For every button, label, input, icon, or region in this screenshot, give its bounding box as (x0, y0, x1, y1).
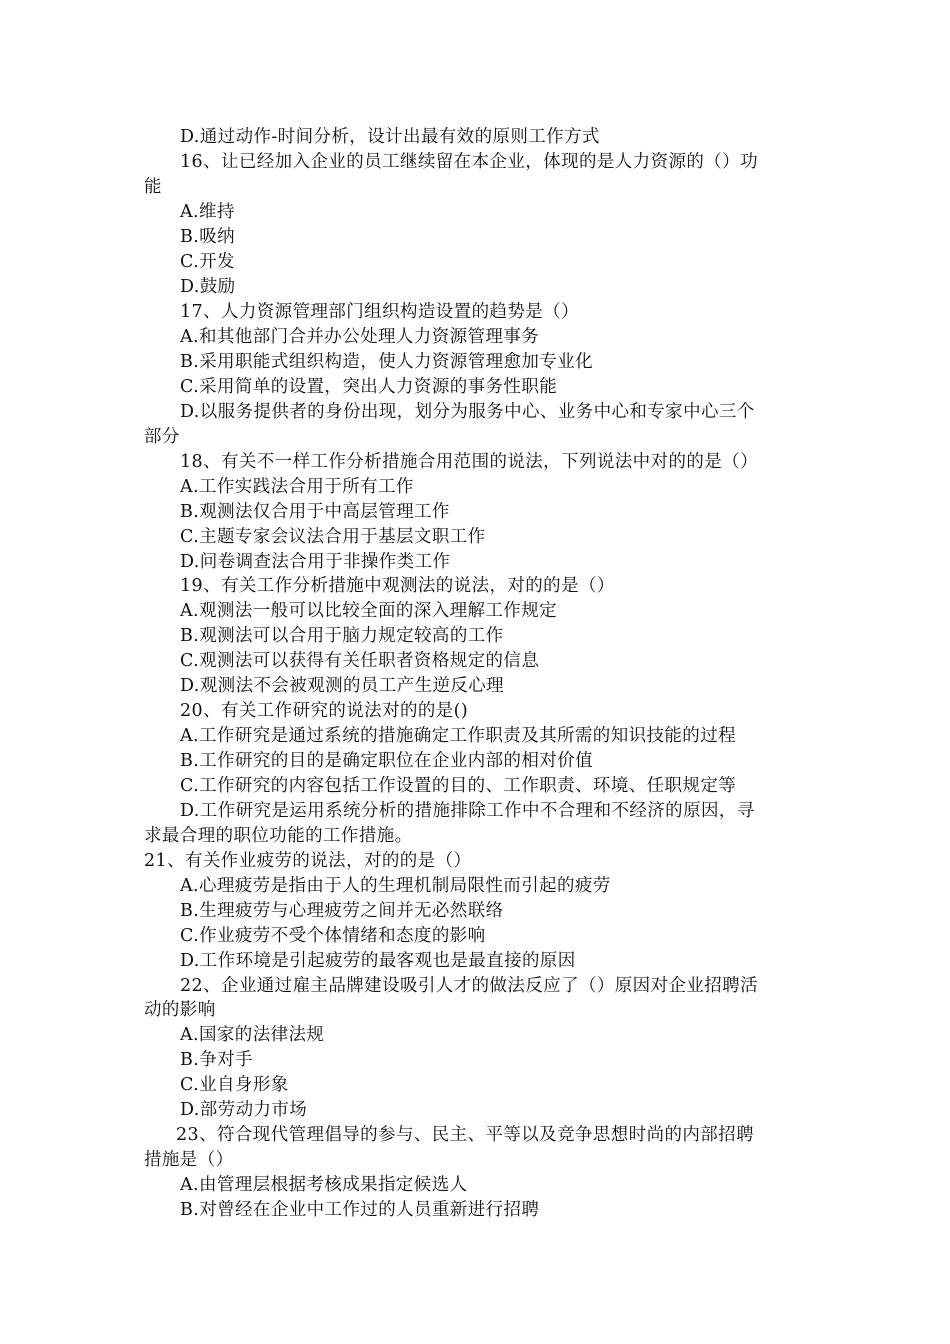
option-c-line: C.开发 (180, 252, 235, 272)
option-c-line: C.主题专家会议法合用于基层文职工作 (180, 527, 486, 547)
option-a-line: A.观测法一般可以比较全面的深入理解工作规定 (180, 601, 557, 621)
option-a-line: A.国家的法律法规 (180, 1025, 325, 1045)
option-c-line: C.工作研究的内容包括工作设置的目的、工作职责、环境、任职规定等 (180, 776, 737, 796)
option-a-line: A.工作实践法合用于所有工作 (180, 477, 414, 497)
option-c-line: C.观测法可以获得有关任职者资格规定的信息 (180, 651, 540, 671)
option-a-line: A.和其他部门合并办公处理人力资源管理事务 (180, 327, 540, 347)
option-a-line: A.由管理层根据考核成果指定候选人 (180, 1175, 468, 1195)
option-b-line: B.工作研究的目的是确定职位在企业内部的相对价值 (180, 751, 594, 771)
question-22-continuation: 动的影响 (144, 1000, 216, 1020)
option-d-line: D.鼓励 (180, 277, 236, 297)
option-b-line: B.吸纳 (180, 227, 236, 247)
option-d-line: D.工作环境是引起疲劳的最客观也是最直接的原因 (180, 951, 576, 971)
option-d-continuation: 求最合理的职位功能的工作措施。 (144, 826, 413, 846)
question-22-line: 22、企业通过雇主品牌建设吸引人才的做法反应了（）原因对企业招聘活 (180, 976, 758, 996)
question-17-line: 17、人力资源管理部门组织构造设置的趋势是（） (180, 302, 579, 322)
option-b-line: B.采用职能式组织构造，使人力资源管理愈加专业化 (180, 352, 594, 372)
option-b-line: B.对曾经在企业中工作过的人员重新进行招聘 (180, 1200, 540, 1220)
option-a-line: A.心理疲劳是指由于人的生理机制局限性而引起的疲劳 (180, 876, 611, 896)
question-16-continuation: 能 (144, 177, 162, 197)
option-a-line: A.维持 (180, 202, 235, 222)
option-b-line: B.观测法可以合用于脑力规定较高的工作 (180, 626, 504, 646)
option-d-line: D.观测法不会被观测的员工产生逆反心理 (180, 676, 505, 696)
option-a-line: A.工作研究是通过系统的措施确定工作职责及其所需的知识技能的过程 (180, 726, 736, 746)
question-21-line: 21、有关作业疲劳的说法，对的的是（） (144, 851, 472, 871)
option-c-line: C.业自身形象 (180, 1075, 289, 1095)
question-20-line: 20、有关工作研究的说法对的的是() (180, 701, 469, 721)
option-d-line: D.通过动作-时间分析，设计出最有效的原则工作方式 (180, 127, 600, 147)
option-d-continuation: 部分 (144, 427, 180, 447)
option-b-line: B.生理疲劳与心理疲劳之间并无必然联络 (180, 901, 504, 921)
question-23-line: 23、符合现代管理倡导的参与、民主、平等以及竞争思想时尚的内部招聘 (176, 1125, 754, 1145)
question-16-line: 16、让已经加入企业的员工继续留在本企业，体现的是人力资源的（）功 (180, 152, 758, 172)
option-d-line: D.部劳动力市场 (180, 1100, 308, 1120)
option-d-line: D.问卷调查法合用于非操作类工作 (180, 552, 451, 572)
option-b-line: B.观测法仅合用于中高层管理工作 (180, 502, 450, 522)
question-18-line: 18、有关不一样工作分析措施合用范围的说法，下列说法中对的的是（） (180, 452, 758, 472)
option-d-line: D.工作研究是运用系统分析的措施排除工作中不合理和不经济的原因，寻 (180, 801, 755, 821)
option-c-line: C.作业疲劳不受个体情绪和态度的影响 (180, 926, 486, 946)
option-d-line: D.以服务提供者的身份出现，划分为服务中心、业务中心和专家中心三个 (180, 402, 755, 422)
question-23-continuation: 措施是（） (144, 1150, 234, 1170)
option-b-line: B.争对手 (180, 1050, 253, 1070)
option-c-line: C.采用简单的设置，突出人力资源的事务性职能 (180, 377, 558, 397)
question-19-line: 19、有关工作分析措施中观测法的说法，对的的是（） (180, 576, 615, 596)
